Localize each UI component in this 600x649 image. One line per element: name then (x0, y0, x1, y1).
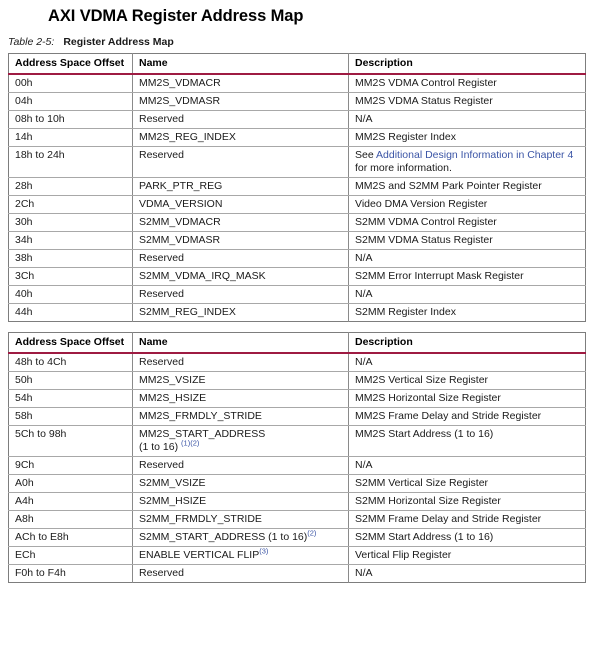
cell-description: N/A (349, 111, 586, 129)
link-suffix-text: for more information. (355, 162, 452, 174)
cell-offset: 04h (9, 93, 133, 111)
cell-offset: 3Ch (9, 268, 133, 286)
table-caption (0, 26, 600, 53)
column-header-description: Description (349, 54, 586, 75)
cell-description: S2MM Error Interrupt Mask Register (349, 268, 586, 286)
cell-offset: 28h (9, 178, 133, 196)
cell-offset: 34h (9, 232, 133, 250)
table-row (9, 129, 586, 147)
cell-description: S2MM Start Address (1 to 16) (349, 529, 586, 547)
cell-description: S2MM VDMA Control Register (349, 214, 586, 232)
table-row (9, 353, 586, 372)
cell-description: N/A (349, 250, 586, 268)
table-row (9, 475, 586, 493)
cell-description: N/A (355, 567, 373, 579)
cell-description: N/A (349, 457, 586, 475)
cell-offset: 00h (9, 74, 133, 93)
cell-offset: A8h (9, 511, 133, 529)
additional-design-information-link[interactable]: Additional Design Information in Chapter 4 (376, 149, 574, 161)
table-row (9, 390, 586, 408)
footnote-reference[interactable]: (1)(2) (181, 438, 200, 448)
cell-offset: 18h to 24h (9, 147, 133, 178)
cell-name: S2MM_VSIZE (133, 475, 349, 493)
cell-description: MM2S Frame Delay and Stride Register (349, 408, 586, 426)
cell-name: S2MM_REG_INDEX (133, 304, 349, 322)
cell-description: S2MM Frame Delay and Stride Register (349, 511, 586, 529)
cell-name: Reserved (133, 147, 349, 178)
table-gap-divider (0, 322, 600, 332)
table-row (9, 196, 586, 214)
table-row (9, 147, 586, 178)
footnote-reference[interactable]: (2) (307, 528, 317, 538)
cell-name: MM2S_REG_INDEX (133, 129, 349, 147)
register-name-line1: ENABLE VERTICAL FLIP (139, 549, 260, 561)
cell-offset: 38h (9, 250, 133, 268)
cell-name: MM2S_VDMACR (133, 74, 349, 93)
cell-offset: 9Ch (9, 457, 133, 475)
cell-description: N/A (349, 286, 586, 304)
cell-name: S2MM_VDMACR (133, 214, 349, 232)
cell-description: N/A (349, 353, 586, 372)
cell-offset: 50h (9, 372, 133, 390)
cell-description: MM2S VDMA Control Register (349, 74, 586, 93)
table-caption-label: Table 2-5: (8, 36, 55, 48)
cell-description: MM2S VDMA Status Register (349, 93, 586, 111)
cell-offset: 08h to 10h (9, 111, 133, 129)
cell-name: S2MM_VDMASR (133, 232, 349, 250)
cell-offset: F0h to F4h (9, 565, 133, 583)
cell-name-with-footnotes (133, 426, 349, 457)
cell-description: MM2S Horizontal Size Register (349, 390, 586, 408)
cell-offset: 2Ch (9, 196, 133, 214)
cell-description: S2MM Horizontal Size Register (349, 493, 586, 511)
table-row (9, 457, 586, 475)
table-row (9, 511, 586, 529)
cell-offset: 14h (9, 129, 133, 147)
register-address-map-table-part1 (8, 53, 586, 322)
cell-description: Vertical Flip Register (349, 547, 586, 565)
cell-offset: 48h to 4Ch (9, 353, 133, 372)
table-row (9, 529, 586, 547)
cell-description: MM2S Register Index (349, 129, 586, 147)
table-row (9, 565, 586, 583)
cell-description: Video DMA Version Register (349, 196, 586, 214)
table-row (9, 74, 586, 93)
register-name-line2: (1 to 16) (139, 441, 182, 453)
cell-name: S2MM_FRMDLY_STRIDE (133, 511, 349, 529)
cell-name: Reserved (133, 250, 349, 268)
cell-name: MM2S_VSIZE (133, 372, 349, 390)
cell-offset: 40h (9, 286, 133, 304)
cell-name: Reserved (133, 565, 349, 583)
link-prefix-text: See (355, 149, 377, 161)
cell-name: PARK_PTR_REG (133, 178, 349, 196)
cell-description: MM2S Start Address (1 to 16) (349, 426, 586, 457)
register-name-line1: MM2S_START_ADDRESS (139, 428, 266, 440)
cell-name: Reserved (133, 111, 349, 129)
table-row (9, 408, 586, 426)
table-row (9, 286, 586, 304)
table-body-part1 (9, 74, 586, 322)
register-name-line1: S2MM_START_ADDRESS (1 to 16) (139, 531, 308, 543)
cell-name-with-footnotes (133, 529, 349, 547)
page-title: AXI VDMA Register Address Map (48, 7, 304, 25)
column-header-address-space-offset: Address Space Offset (9, 54, 133, 75)
table-row (9, 93, 586, 111)
cell-offset: 54h (9, 390, 133, 408)
column-header-address-space-offset: Address Space Offset (9, 333, 133, 354)
register-address-map-table-part2 (8, 332, 586, 583)
table-row (9, 178, 586, 196)
cell-offset: ACh to E8h (9, 529, 133, 547)
table-row (9, 268, 586, 286)
cell-name: Reserved (133, 457, 349, 475)
cell-description: S2MM Vertical Size Register (349, 475, 586, 493)
cell-description: MM2S and S2MM Park Pointer Register (349, 178, 586, 196)
table-row (9, 304, 586, 322)
cell-offset: 30h (9, 214, 133, 232)
cell-description: MM2S Vertical Size Register (349, 372, 586, 390)
cell-name-with-footnotes (133, 547, 349, 565)
table-row (9, 214, 586, 232)
cell-offset: 58h (9, 408, 133, 426)
footnote-reference[interactable]: (3) (259, 546, 269, 556)
table-row (9, 250, 586, 268)
cell-name: S2MM_VDMA_IRQ_MASK (133, 268, 349, 286)
cell-name: MM2S_FRMDLY_STRIDE (133, 408, 349, 426)
cell-offset: ECh (9, 547, 133, 565)
cell-offset: A0h (9, 475, 133, 493)
column-header-name: Name (133, 333, 349, 354)
cell-description-with-link (349, 147, 586, 178)
cell-offset: 44h (9, 304, 133, 322)
table-row (9, 111, 586, 129)
cell-name: S2MM_HSIZE (133, 493, 349, 511)
table-row (9, 426, 586, 457)
cell-name: VDMA_VERSION (133, 196, 349, 214)
cell-offset: 5Ch to 98h (9, 426, 133, 457)
table-header-row (9, 333, 586, 354)
table-row (9, 232, 586, 250)
cell-offset: A4h (9, 493, 133, 511)
cell-name: MM2S_HSIZE (133, 390, 349, 408)
cell-name: MM2S_VDMASR (133, 93, 349, 111)
table-caption-text: Register Address Map (63, 36, 174, 48)
cell-name: Reserved (133, 353, 349, 372)
column-header-description: Description (349, 333, 586, 354)
cell-description: S2MM Register Index (355, 306, 456, 318)
column-header-name: Name (133, 54, 349, 75)
table-row (9, 547, 586, 565)
table-row (9, 372, 586, 390)
cell-description: S2MM VDMA Status Register (349, 232, 586, 250)
table-body-part2 (9, 353, 586, 583)
cell-name: Reserved (133, 286, 349, 304)
table-header-row (9, 54, 586, 75)
table-row (9, 493, 586, 511)
